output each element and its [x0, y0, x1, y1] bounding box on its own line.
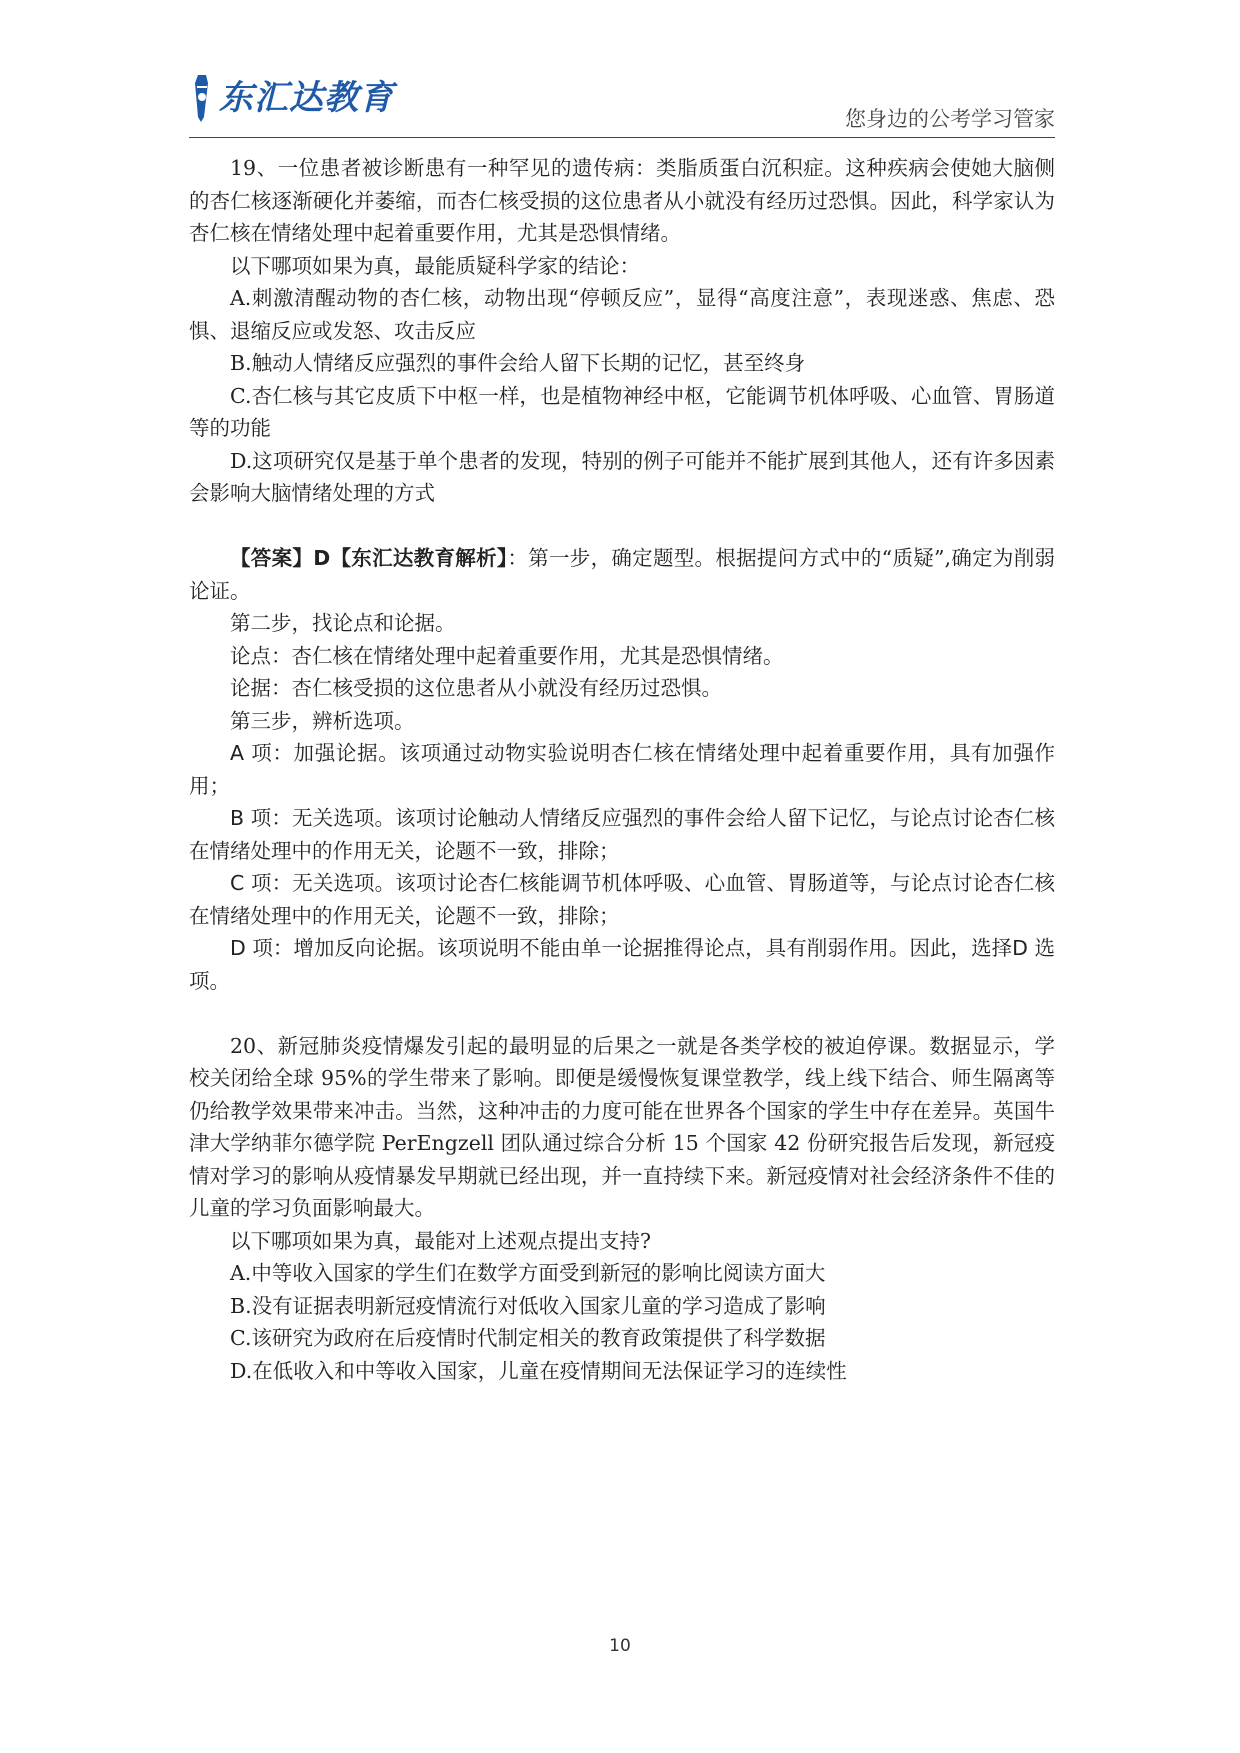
answer-evidence: 论据：杏仁核受损的这位患者从小就没有经历过恐惧。	[230, 676, 722, 700]
q20-option-d: D.在低收入和中等收入国家，儿童在疫情期间无法保证学习的连续性	[230, 1358, 847, 1383]
analysis-a-text: 项：加强论据。该项通过动物实验说明杏仁核在情绪处理中起着重要作用，具有加强作用；	[189, 741, 1055, 798]
answer-label: 【答案】	[230, 546, 314, 570]
answer-intro	[189, 542, 1055, 607]
q19-option-b: B.触动人情绪反应强烈的事件会给人留下长期的记忆，甚至终身	[230, 351, 806, 375]
answer-step2: 第二步，找论点和论据。	[230, 611, 456, 635]
analysis-a	[189, 737, 1055, 802]
analysis-d	[189, 932, 1055, 997]
analysis-b-text: 项：无关选项。该项讨论触动人情绪反应强烈的事件会给人留下记忆，与论点讨论杏仁核在情绪处理中的作用无关，论题不一致，排除；	[189, 806, 1055, 863]
logo-text: 东汇达教育	[219, 78, 394, 118]
q19-option-a: A.刺激清醒动物的杏仁核，动物出现“停顿反应”，显得“高度注意”，表现迷惑、焦虑、恐惧、退缩反应或发怒、攻击反应	[189, 286, 1055, 343]
q19-question: 以下哪项如果为真，最能质疑科学家的结论：	[230, 253, 640, 278]
analysis-b	[189, 802, 1055, 867]
answer-thesis: 论点：杏仁核在情绪处理中起着重要作用，尤其是恐惧情绪。	[230, 643, 784, 668]
analysis-a-letter: A	[230, 741, 245, 765]
analysis-b-letter: B	[230, 806, 245, 830]
answer-intro-text: ：第一步，确定题型。根据提问方式中的“质疑”,确定为削弱论证。	[189, 546, 1056, 603]
q20-option-c: C.该研究为政府在后疫情时代制定相关的教育政策提供了科学数据	[230, 1326, 826, 1350]
answer-source: 【东汇达教育解析】	[330, 546, 508, 570]
final-letter: D	[1012, 936, 1028, 960]
final-text: 选项。	[189, 936, 1055, 993]
analysis-d-letter: D	[230, 936, 246, 960]
q20-option-a: A.中等收入国家的学生们在数学方面受到新冠的影响比阅读方面大	[230, 1261, 826, 1285]
analysis-c-letter: C	[230, 871, 245, 895]
q19-option-c: C.杏仁核与其它皮质下中枢一样，也是植物神经中枢，它能调节机体呼吸、心血管、胃肠道等的功能	[189, 383, 1055, 440]
page-number: 10	[609, 1636, 631, 1656]
answer-step3: 第三步，辨析选项。	[230, 708, 415, 733]
q20-question: 以下哪项如果为真，最能对上述观点提出支持?	[230, 1228, 651, 1253]
logo-pen-icon	[189, 73, 215, 123]
page-body	[189, 152, 1055, 1387]
answer-letter: D	[313, 546, 331, 570]
page-header	[189, 70, 1055, 138]
header-tagline: 您身边的公考学习管家	[845, 107, 1055, 131]
q20-stem: 20、新冠肺炎疫情爆发引起的最明显的后果之一就是各类学校的被迫停课。数据显示，学校关闭给全球 95%的学生带来了影响。即便是缓慢恢复课堂教学，线上线下结合、师生隔离等仍给教学效果带来冲击。当然，这种冲击的力度可能在世界各个国家的学生中存在差异。英国牛津大学纳菲尔德学院 PerEngzell 团队通过综合分析 15 个国家 42 份研究报告后发现，新冠疫情对学习的影响从疫情暴发早期就已经出现，并一直持续下来。新冠疫情对社会经济条件不佳的儿童的学习负面影响最大。	[189, 1033, 1055, 1220]
analysis-d-text: 项：增加反向论据。该项说明不能由单一论据推得论点，具有削弱作用。因此，选择	[245, 936, 1013, 960]
logo	[189, 72, 394, 124]
analysis-c	[189, 867, 1055, 932]
spacer	[189, 997, 1055, 1030]
q19-option-d: D.这项研究仅是基于单个患者的发现，特别的例子可能并不能扩展到其他人，还有许多因素会影响大脑情绪处理的方式	[189, 448, 1055, 505]
spacer	[189, 510, 1055, 543]
analysis-c-text: 项：无关选项。该项讨论杏仁核能调节机体呼吸、心血管、胃肠道等，与论点讨论杏仁核在情绪处理中的作用无关，论题不一致，排除；	[189, 871, 1055, 928]
q19-stem: 19、一位患者被诊断患有一种罕见的遗传病：类脂质蛋白沉积症。这种疾病会使她大脑侧的杏仁核逐渐硬化并萎缩，而杏仁核受损的这位患者从小就没有经历过恐惧。因此，科学家认为杏仁核在情绪处理中起着重要作用，尤其是恐惧情绪。	[189, 156, 1055, 245]
header-divider	[189, 137, 1055, 138]
q20-option-b: B.没有证据表明新冠疫情流行对低收入国家儿童的学习造成了影响	[230, 1293, 826, 1318]
